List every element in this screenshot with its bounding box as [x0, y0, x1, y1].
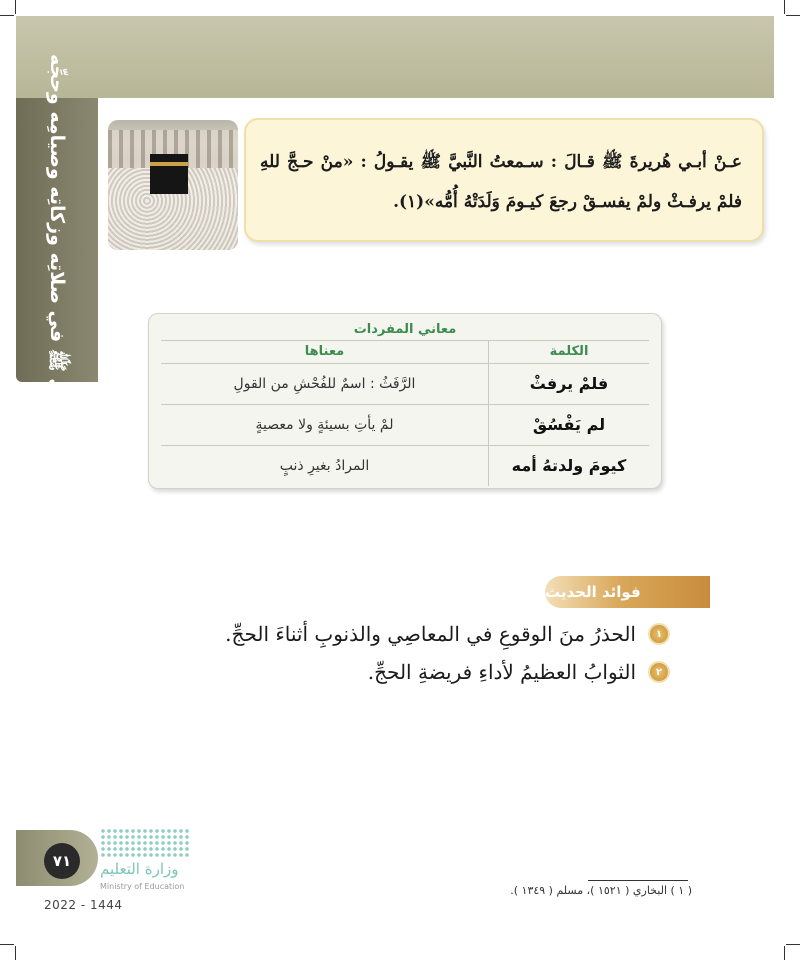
vocabulary-meaning: المرادُ بغيرِ ذنبٍ — [279, 458, 370, 474]
kaaba-photo — [108, 120, 238, 250]
ministry-name-ar: وزارة التعليم — [100, 860, 179, 878]
crop-mark — [0, 944, 14, 945]
footnote: ( ١ ) البخاري ( ١٥٢١ )، مسلم ( ١٣٤٩ ). — [510, 884, 692, 897]
chapter-title-container — [16, 53, 98, 427]
vocabulary-table — [148, 313, 662, 489]
ministry-name-en: Ministry of Education — [100, 882, 185, 891]
benefit-text: الحذرُ منَ الوقوعِ في المعاصِي والذنوبِ أثناءَ الحجِّ. — [225, 622, 636, 646]
page-number: ٧١ — [44, 843, 80, 879]
header-meaning: معناها — [304, 344, 345, 359]
crop-mark — [786, 944, 800, 945]
ministry-logo-icon — [100, 828, 190, 858]
crop-mark — [784, 0, 785, 14]
vocabulary-meaning: الرَّفَثُ : اسمٌ للفُحْشِ من القولِ — [233, 376, 416, 392]
vocabulary-header-row — [161, 341, 649, 364]
benefits-heading — [545, 576, 710, 608]
benefit-item — [368, 660, 670, 684]
vocabulary-row — [161, 446, 649, 486]
vocabulary-word: فلمْ يرفثْ — [488, 364, 649, 404]
benefits-title: فوائد الحديث — [545, 583, 641, 601]
footnote-divider — [588, 880, 688, 881]
crop-mark — [786, 15, 800, 16]
chapter-title: النَّبِيُّ ﷺ في صلاتِه وزكاتِه وصيامِه وحجِّه — [46, 53, 68, 427]
benefit-item — [225, 622, 670, 646]
header-word: الكلمة — [488, 341, 649, 363]
vocabulary-word: لم يَفْسُقْ — [488, 405, 649, 445]
crop-mark — [0, 15, 14, 16]
benefit-text: الثوابُ العظيمُ لأداءِ فريضةِ الحجِّ. — [367, 660, 636, 684]
top-header-band — [16, 16, 774, 98]
vocabulary-row — [161, 405, 649, 446]
vocabulary-row — [161, 364, 649, 405]
crop-mark — [784, 946, 785, 960]
hadith-text: عـنْ أبـي هُريرةَ ﷺ قـالَ : سـمعتُ النَّبيَّ ﷺ يقـولُ : «منْ حـجَّ للهِ فلمْ يرفـثْ ولمْ يفسـقْ رجعَ كيـومَ وَلَدَتْهُ أُمُّه»(١). — [260, 152, 742, 212]
benefit-number-badge: ١ — [648, 623, 670, 645]
edition-year: 2022 - 1444 — [44, 898, 123, 912]
hadith-box — [244, 118, 764, 242]
vocabulary-word: كيومَ ولدتهُ أمه — [488, 446, 649, 486]
crop-mark — [15, 946, 16, 960]
vocabulary-title: معاني المفردات — [161, 320, 649, 341]
vocabulary-meaning: لمْ يأتِ بسيئةٍ ولا معصيةٍ — [255, 417, 394, 433]
benefit-number-badge: ٢ — [648, 661, 670, 683]
crop-mark — [15, 0, 16, 14]
photo-kaaba-band — [150, 162, 188, 166]
photo-kaaba — [150, 154, 188, 194]
